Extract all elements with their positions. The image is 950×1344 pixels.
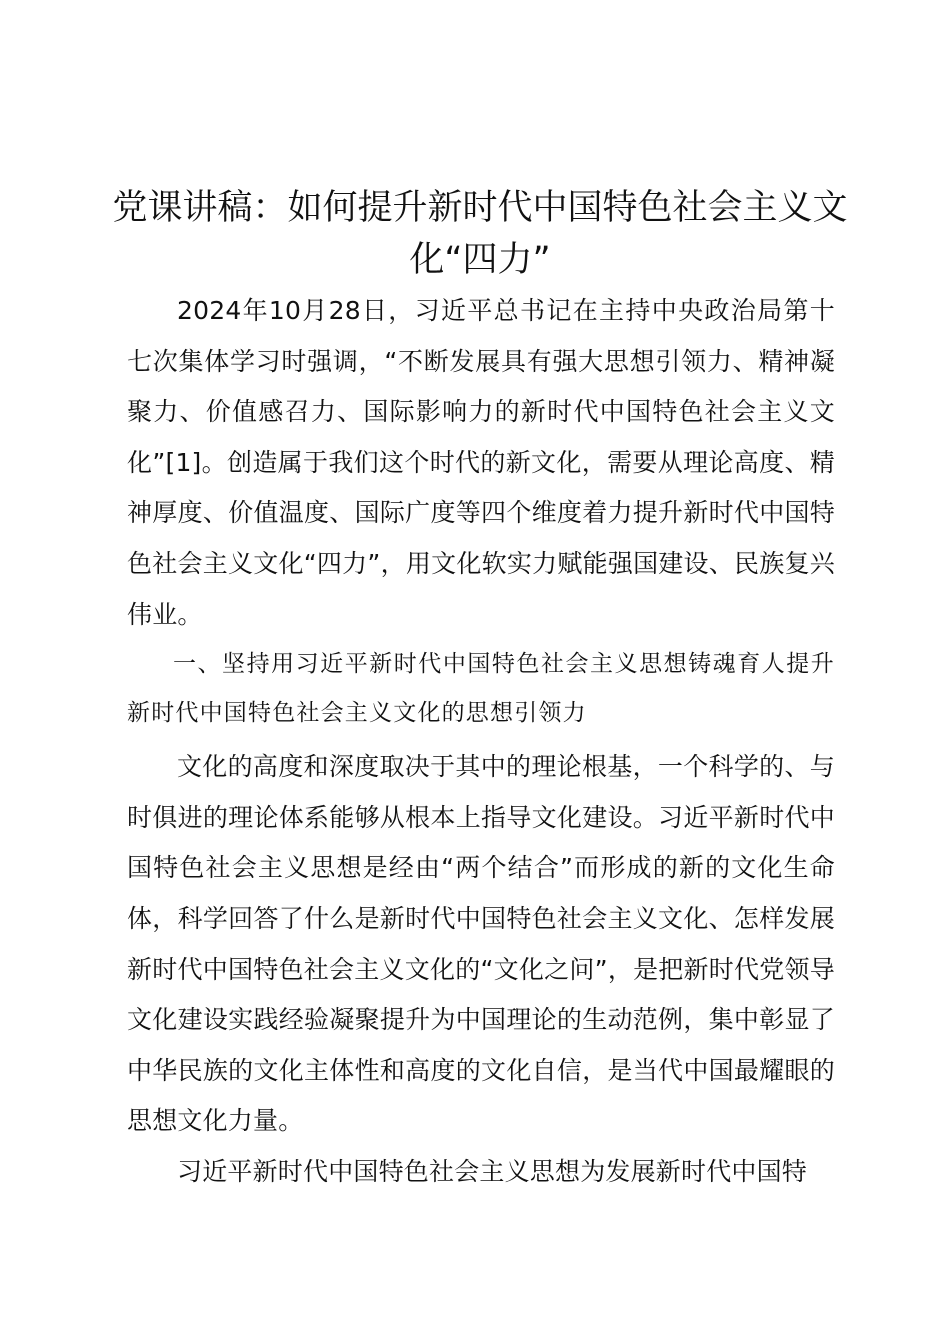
document-body xyxy=(127,286,835,1198)
body-paragraph-continued: 习近平新时代中国特色社会主义思想为发展新时代中国特 xyxy=(177,1156,808,1186)
body-paragraph: 文化的高度和深度取决于其中的理论根基，一个科学的、与时俱进的理论体系能够从根本上指导文化建设。习近平新时代中国特色社会主义思想是经由“两个结合”而形成的新的文化生命体，科学回答了什么是新时代中国特色社会主义文化、怎样发展新时代中国特色社会主义文化的“文化之问”，是把新时代党领导文化建设实践经验凝聚提升为中国理论的生动范例，集中彰显了中华民族的文化主体性和高度的文化自信，是当代中国最耀眼的思想文化力量。 xyxy=(127,752,835,1136)
intro-paragraph: 2024年10月28日，习近平总书记在主持中央政治局第十七次集体学习时强调，“不断发展具有强大思想引领力、精神凝聚力、价值感召力、国际影响力的新时代中国特色社会主义文化”[1]。创造属于我们这个时代的新文化，需要从理论高度、精神厚度、价值温度、国际广度等四个维度着力提升新时代中国特色社会主义文化“四力”，用文化软实力赋能强国建设、民族复兴伟业。 xyxy=(127,296,835,629)
document-title: 党课讲稿：如何提升新时代中国特色社会主义文化“四力” xyxy=(112,188,848,280)
section-heading-1: 一、坚持用习近平新时代中国特色社会主义思想铸魂育人提升新时代中国特色社会主义文化的思想引领力 xyxy=(127,651,835,727)
